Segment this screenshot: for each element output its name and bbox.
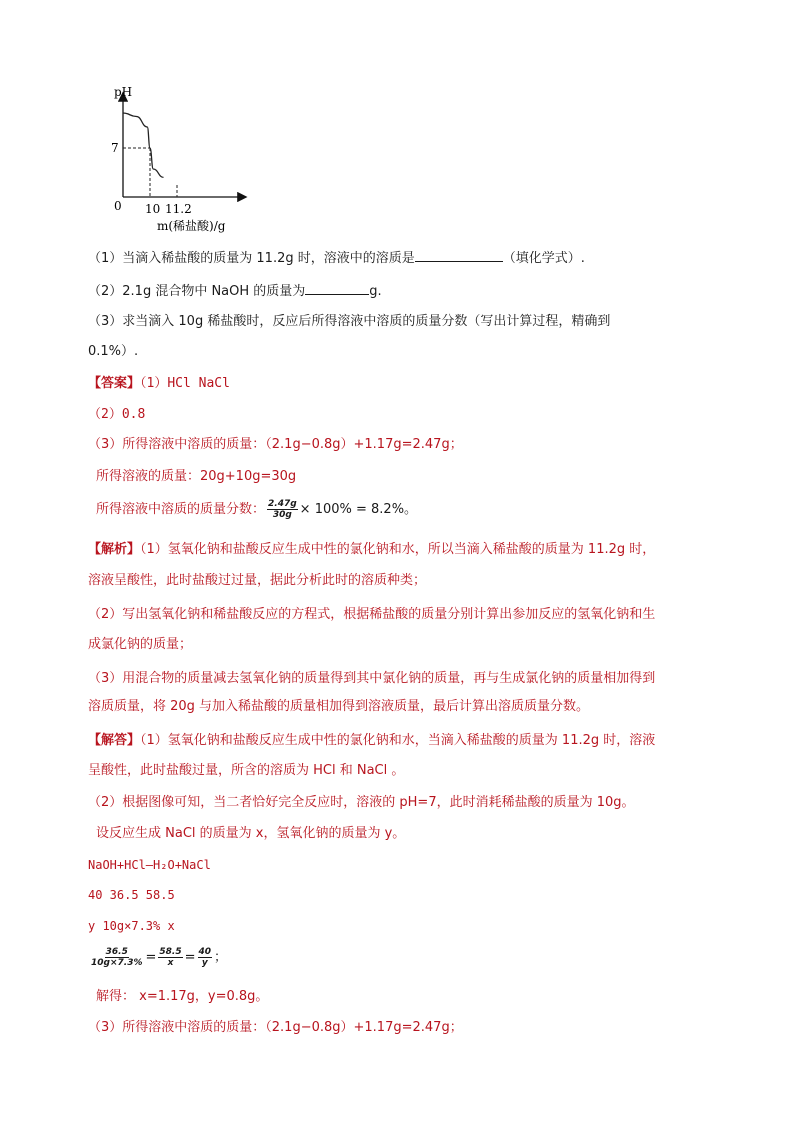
origin-label: 0 xyxy=(114,199,122,213)
chemical-equation: NaOH+HCl—H₂O+NaCl xyxy=(88,858,211,872)
solution-3: （3）所得溶液中溶质的质量：（2.1g−0.8g）+1.17g=2.47g； xyxy=(88,1020,463,1035)
answer-2: （2）0.8 xyxy=(88,407,146,422)
analysis-1-line-2: 溶液呈酸性，此时盐酸过过量，据此分析此时的溶质种类； xyxy=(88,573,427,588)
fraction-3: $\frac{40}{y}$ xyxy=(198,947,212,968)
x-tick-10: 10 xyxy=(145,202,161,216)
x-tick-11-2: 11.2 xyxy=(165,202,192,216)
analysis-2-line-1: （2）写出氢氧化钠和稀盐酸反应的方程式，根据稀盐酸的质量分别计算出参加反应的氢氧化钠和生 xyxy=(88,607,656,622)
analysis-tag: 【解析】 xyxy=(88,542,141,557)
solution-1-line-2: 呈酸性，此时盐酸过量，所含的溶质为 HCl 和 NaCl 。 xyxy=(88,763,405,778)
fraction-1: $\frac{36.5}{10g\times 7.3\%}$ xyxy=(91,947,143,968)
solution-2-line-1: （2）根据图像可知，当二者恰好完全反应时，溶液的 pH=7，此时消耗稀盐酸的质量为 10g。 xyxy=(88,795,635,810)
ph-curve xyxy=(123,113,164,177)
answer-blank-1 xyxy=(415,249,503,262)
question-1: （1）当滴入稀盐酸的质量为 11.2g 时，溶液中的溶质是 （填化学式）. xyxy=(88,251,585,266)
fraction-2: $\frac{58.5}{x}$ xyxy=(159,947,182,968)
answer-tag: 【答案】 xyxy=(88,376,141,391)
question-2: （2）2.1g 混合物中 NaOH 的质量为 g. xyxy=(88,284,382,299)
y-axis-label: pH xyxy=(114,85,133,99)
fraction-mass-percent: $\frac{2.47g}{30g}$ xyxy=(268,499,297,520)
molar-masses: 40 36.5 58.5 xyxy=(88,888,175,902)
solution-2-line-2: 设反应生成 NaCl 的质量为 x，氢氧化钠的质量为 y。 xyxy=(96,826,406,841)
proportion-equation: $\frac{36.5}{10g\times 7.3\%}$ = $\frac{58.5}{x}$ = $\frac{40}{y}$ ； xyxy=(91,947,228,968)
analysis-1-line-1: 【解析】（1）氢氧化钠和盐酸反应生成中性的氯化钠和水，所以当滴入稀盐酸的质量为 11.2g 时， xyxy=(88,542,656,557)
question-3-line-1: （3）求当滴入 10g 稀盐酸时，反应后所得溶液中溶质的质量分数（写出计算过程，精确到 xyxy=(88,314,611,329)
solution-tag: 【解答】 xyxy=(88,733,141,748)
solution-result: 解得： x=1.17g，y=0.8g。 xyxy=(96,989,269,1004)
answer-3: （3）所得溶液中溶质的质量：（2.1g−0.8g）+1.17g=2.47g； xyxy=(88,437,463,452)
y-tick-7: 7 xyxy=(111,141,119,155)
answer-5: 所得溶液中溶质的质量分数： $\frac{2.47g}{30g}$ × 100% = 8.2%。 xyxy=(96,499,418,520)
analysis-2-line-2: 成氯化钠的质量； xyxy=(88,637,193,652)
answer-blank-2 xyxy=(305,282,369,295)
solution-1-line-1: 【解答】（1）氢氧化钠和盐酸反应生成中性的氯化钠和水，当滴入稀盐酸的质量为 11.2g 时，溶液 xyxy=(88,733,656,748)
answer-1: 【答案】（1）HCl NaCl xyxy=(88,376,230,391)
answer-4: 所得溶液的质量：20g+10g=30g xyxy=(96,469,297,484)
analysis-3-line-2: 溶质质量，将 20g 与加入稀盐酸的质量相加得到溶液质量，最后计算出溶质质量分数。 xyxy=(88,699,590,714)
x-axis-label: m(稀盐酸)/g xyxy=(157,219,226,233)
reaction-variables: y 10g×7.3% x xyxy=(88,919,175,933)
ph-chart xyxy=(100,80,340,240)
analysis-3-line-1: （3）用混合物的质量减去氢氧化钠的质量得到其中氯化钠的质量，再与生成氯化钠的质量相加得到 xyxy=(88,671,656,686)
question-3-line-2: 0.1%）. xyxy=(88,344,139,359)
